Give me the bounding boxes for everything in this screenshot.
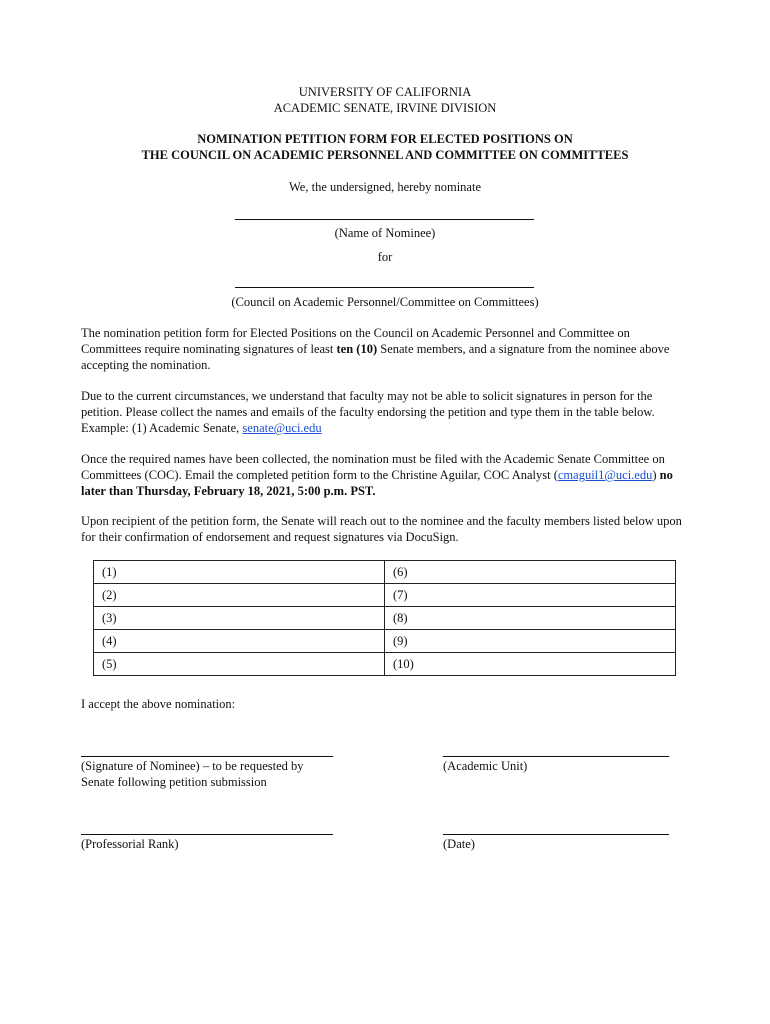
requirements-text: The nomination petition form for Elected Positions on the Council on Academic Personnel and Committee on Committees require nominating signatures of least — [81, 326, 630, 356]
position-label: (Council on Academic Personnel/Committee on Committees) — [231, 295, 539, 309]
academic-unit-label: (Academic Unit) — [443, 759, 528, 773]
endorser-cell-6[interactable]: (6) — [385, 561, 676, 584]
filing-paren: ) — [652, 468, 657, 482]
table-row — [94, 630, 676, 653]
endorser-cell-5[interactable]: (5) — [94, 653, 385, 676]
filing-text: Once the required names have been collected, the nomination must be filed with the Academic Senate Committee on Committees (COC). Email the completed petition form to the Christine Aguilar, COC Analyst ( — [81, 452, 665, 482]
filing-deadline: no later than Thursday, February 18, 2021, 5:00 p.m. PST. — [81, 468, 673, 498]
nominee-label: (Name of Nominee) — [334, 226, 436, 240]
date-label: (Date) — [443, 837, 475, 851]
endorser-cell-4[interactable]: (4) — [94, 630, 385, 653]
professorial-rank-line[interactable] — [81, 834, 333, 835]
requirements-count: ten (10) — [336, 342, 378, 356]
university-name: UNIVERSITY OF CALIFORNIA — [298, 85, 472, 99]
date-line[interactable] — [443, 834, 669, 835]
intro-text: We, the undersigned, hereby nominate — [289, 180, 481, 194]
endorsement-table — [93, 560, 676, 676]
nominee-signature-line[interactable] — [81, 756, 333, 757]
table-row — [94, 584, 676, 607]
paragraph-circumstances — [81, 388, 691, 436]
nominee-name-line[interactable] — [235, 219, 534, 220]
form-title-line2: THE COUNCIL ON ACADEMIC PERSONNEL AND COMMITTEE ON COMMITTEES — [141, 148, 629, 162]
professorial-rank-label: (Professorial Rank) — [81, 837, 179, 851]
endorser-cell-2[interactable]: (2) — [94, 584, 385, 607]
paragraph-requirements — [81, 325, 691, 373]
for-text: for — [377, 250, 393, 264]
endorser-cell-10[interactable]: (10) — [385, 653, 676, 676]
endorser-cell-7[interactable]: (7) — [385, 584, 676, 607]
table-row — [94, 653, 676, 676]
nominee-signature-label: (Signature of Nominee) – to be requested by — [81, 759, 304, 773]
circumstances-text: Due to the current circumstances, we understand that faculty may not be able to solicit signatures in person for the petition. Please collect the names and emails of the faculty endorsing the petition and type them in the table below. Example: (1) Academic Senate, — [81, 389, 655, 435]
paragraph-filing — [81, 451, 691, 499]
endorser-cell-9[interactable]: (9) — [385, 630, 676, 653]
position-line[interactable] — [235, 287, 534, 288]
requirements-text-end: Senate members, and a signature from the nominee above accepting the nomination. — [81, 342, 670, 372]
accept-text: I accept the above nomination: — [81, 697, 236, 711]
endorser-cell-8[interactable]: (8) — [385, 607, 676, 630]
academic-unit-line[interactable] — [443, 756, 669, 757]
table-row — [94, 607, 676, 630]
form-title-line1: NOMINATION PETITION FORM FOR ELECTED POSITIONS ON — [197, 132, 573, 146]
table-row — [94, 561, 676, 584]
endorser-cell-1[interactable]: (1) — [94, 561, 385, 584]
nominee-signature-note: Senate following petition submission — [81, 775, 267, 789]
endorser-cell-3[interactable]: (3) — [94, 607, 385, 630]
paragraph-docusign: Upon recipient of the petition form, the Senate will reach out to the nominee and the faculty members listed below upon for their confirmation of endorsement and request signatures via DocuSign. — [81, 514, 682, 544]
division-name: ACADEMIC SENATE, IRVINE DIVISION — [273, 101, 497, 115]
senate-email-link[interactable]: senate@uci.edu — [242, 421, 322, 435]
coc-email-link[interactable]: cmaguil1@uci.edu — [557, 468, 653, 482]
